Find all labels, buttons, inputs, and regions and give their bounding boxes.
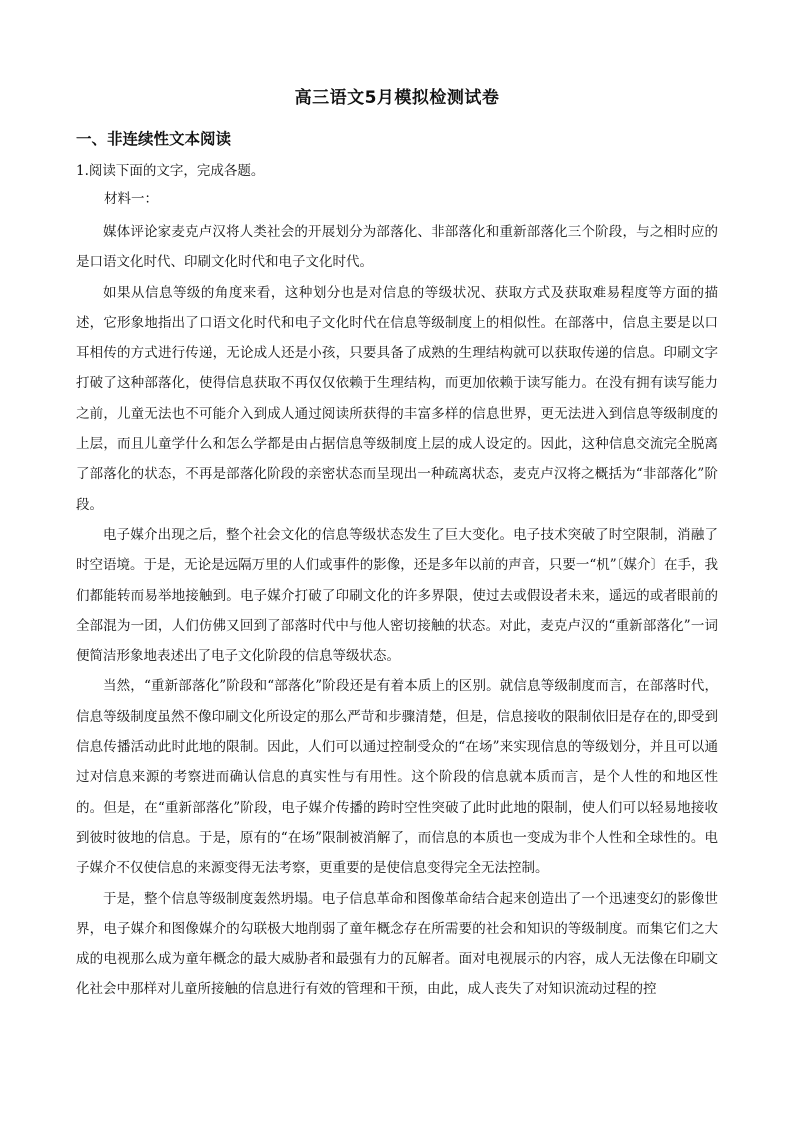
question-prompt: 1.阅读下面的文字，完成各题。	[76, 163, 265, 179]
paragraph-5: 于是，整个信息等级制度轰然坍塌。电子信息革命和图像革命结合起来创造出了一个迅速变幻的影像世界，电子媒介和图像媒介的勾联极大地削弱了童年概念存在所需要的社会和知识的等级制度。而集它们之大成的电视那么成为童年概念的最大威胁者和最强有力的瓦解者。面对电视展示的内容，成人无法像在印刷文化社会中那样对儿童所接触的信息进行有效的管理和干预，由此，成人丧失了对知识流动过程的控	[76, 890, 718, 998]
paragraph-4: 当然，“重新部落化”阶段和“部落化”阶段还是有着本质上的区别。就信息等级制度而言，在部落时代，信息等级制度虽然不像印刷文化所设定的那么严苛和步骤清楚，但是，信息接收的限制依旧是存在的,即受到信息传播活动此时此地的限制。因此，人们可以通过控制受众的“在场”来实现信息的等级划分，并且可以通过对信息来源的考察进而确认信息的真实性与有用性。这个阶段的信息就本质而言，是个人性的和地区性的。但是，在“重新部落化”阶段，电子媒介传播的跨时空性突破了此时此地的限制，使人们可以轻易地接收到彼时彼地的信息。于是，原有的“在场”限制被消解了，而信息的本质也一变成为非个人性和全球性的。电子媒介不仅使信息的来源变得无法考察，更重要的是使信息变得完全无法控制。	[76, 678, 718, 877]
passage-body	[76, 217, 718, 1005]
paragraph-1: 媒体评论家麦克卢汉将人类社会的开展划分为部落化、非部落化和重新部落化三个阶段，与之相时应的是口语文化时代、印刷文化时代和电子文化时代。	[76, 224, 718, 271]
document-title: 高三语文5月模拟检测试卷	[294, 88, 500, 108]
material-label: 材料一：	[104, 191, 158, 207]
paragraph-3: 电子媒介出现之后，整个社会文化的信息等级状态发生了巨大变化。电子技术突破了时空限制，消融了时空语境。于是，无论是远隔万里的人们或事件的影像，还是多年以前的声音，只要一“机”〔媒介〕在手，我们都能转而易举地接触到。电子媒介打破了印刷文化的许多界限，使过去或假设者未来，遥远的或者眼前的全部混为一团，人们仿佛又回到了部落时代中与他人密切接触的状态。对此，麦克卢汉的“重新部落化”一词便简洁形象地表述出了电子文化阶段的信息等级状态。	[76, 526, 718, 665]
paragraph-2: 如果从信息等级的角度来看，这种划分也是对信息的等级状况、获取方式及获取难易程度等方面的描述，它形象地指出了口语文化时代和电子文化时代在信息等级制度上的相似性。在部落中，信息主要是以口耳相传的方式进行传递，无论成人还是小孩，只要具备了成熟的生理结构就可以获取传递的信息。印刷文字打破了这种部落化，使得信息获取不再仅仅依赖于生理结构，而更加依赖于读写能力。在没有拥有读写能力之前，儿童无法也不可能介入到成人通过阅读所获得的丰富多样的信息世界，更无法进入到信息等级制度的上层，而且儿童学什么和怎么学都是由占据信息等级制度上层的成人设定的。因此，这种信息交流完全脱离了部落化的状态，不再是部落化阶段的亲密状态而呈现出一种疏离状态，麦克卢汉将之概括为“非部落化”阶段。	[76, 284, 718, 513]
section-heading: 一、非连续性文本阅读	[76, 130, 232, 148]
